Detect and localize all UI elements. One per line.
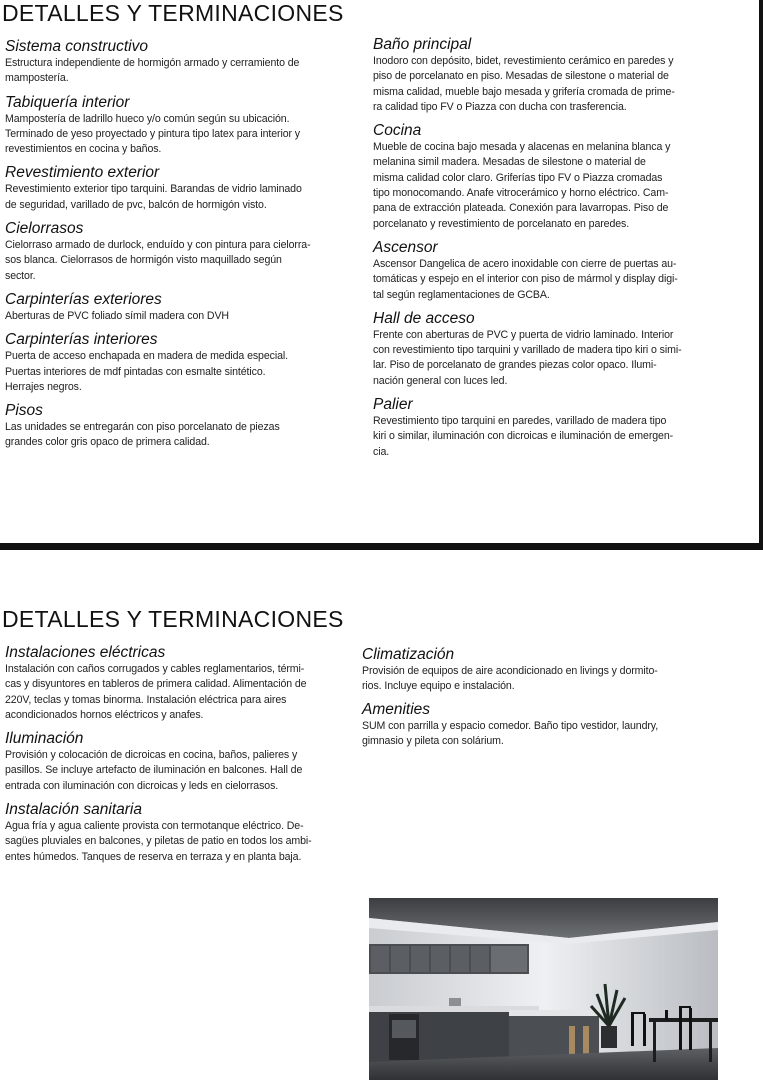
text-line: con revestimiento tipo tarquini y varillado de madera tipo kiri o simi-	[373, 344, 682, 357]
section-heading: Carpinterías exteriores	[5, 290, 162, 308]
section-palier	[373, 396, 718, 460]
section-body	[5, 420, 350, 451]
section-ascensor	[373, 239, 718, 303]
section-heading: Instalación sanitaria	[5, 801, 142, 819]
text-line: Ascensor Dangelica de acero inoxidable con cierre de puertas au-	[373, 257, 677, 270]
text-line: tomáticas y espejo en el interior con piso de mármol y display digi-	[373, 273, 678, 286]
section-instalacion-sanitaria	[5, 801, 350, 865]
text-line: de seguridad, varillado de pvc, balcón de hormigón visto.	[5, 198, 267, 211]
text-line: Puertas interiores de mdf pintadas con esmalte sintético.	[5, 365, 266, 378]
section-body	[5, 748, 350, 794]
text-line: entrada con iluminación con dicroicas y leds en cielorrasos.	[5, 779, 279, 792]
section-heading: Sistema constructivo	[5, 38, 148, 55]
text-line: lar. Piso de porcelanato de grandes piezas color opaco. Ilumi-	[373, 359, 657, 372]
text-line: pana de extracción plateada. Conexión para lavarropas. Piso de	[373, 202, 669, 215]
text-line: acondicionados hornos eléctricos y anafes.	[5, 708, 204, 721]
section-body	[5, 349, 350, 395]
section-body	[362, 664, 707, 695]
text-line: Provisión de equipos de aire acondicionado en livings y dormito-	[362, 665, 658, 677]
section-body	[373, 54, 718, 115]
text-line: Cielorraso armado de durlock, enduído y con pintura para cielorra-	[5, 239, 311, 252]
section-carpinterias-interiores	[5, 331, 350, 395]
section-tabiqueria-interior	[5, 94, 350, 158]
text-line: Revestimiento exterior tipo tarquini. Barandas de vidrio laminado	[5, 183, 302, 196]
section-body	[5, 182, 350, 213]
text-line: revestimientos en cocina y baños.	[5, 143, 162, 156]
text-line: Puerta de acceso enchapada en madera de medida especial.	[5, 350, 288, 363]
section-revestimiento-exterior	[5, 164, 350, 213]
section-body	[5, 662, 350, 723]
text-line: 220V, teclas y tomas binorma. Instalación eléctrica para aires	[5, 693, 287, 706]
section-sistema-constructivo	[5, 38, 350, 87]
section-amenities	[362, 701, 707, 750]
section-heading: Amenities	[362, 700, 431, 718]
section-body	[5, 56, 350, 87]
text-line: Herrajes negros.	[5, 380, 82, 393]
section-body	[5, 238, 350, 284]
section-carpinterias-exteriores	[5, 291, 350, 324]
text-line: misma calidad, mueble bajo mesada y grifería cromada de prime-	[373, 85, 675, 98]
section-heading: Carpinterías interiores	[5, 331, 158, 349]
section-body	[362, 719, 707, 750]
text-line: kiri o similar, iluminación con dicroicas e iluminación de emergen-	[373, 430, 674, 443]
section-cielorrasos	[5, 220, 350, 284]
text-line: Instalación con caños corrugados y cables reglamentarios, térmi-	[5, 663, 305, 675]
text-line: Frente con aberturas de PVC y puerta de vidrio laminado. Interior	[373, 328, 674, 341]
section-heading: Cocina	[373, 122, 422, 140]
page-two	[0, 550, 763, 1080]
text-line: SUM con parrilla y espacio comedor. Baño tipo vestidor, laundry,	[362, 719, 659, 732]
text-line: tipo monocomando. Anafe vitrocerámico y horno eléctrico. Cam-	[373, 187, 669, 200]
text-line: Agua fría y agua caliente provista con termotanque eléctrico. De-	[5, 820, 304, 833]
section-hall-de-acceso	[373, 310, 718, 389]
section-heading: Revestimiento exterior	[5, 164, 160, 182]
text-line: Revestimiento tipo tarquini en paredes, varillado de madera tipo	[373, 415, 667, 428]
section-body	[5, 309, 350, 324]
section-body	[373, 140, 718, 232]
section-heading: Tabiquería interior	[5, 93, 130, 111]
text-line: sos blanca. Cielorrasos de hormigón visto maquillado según	[5, 254, 282, 267]
page-title: DETALLES Y TERMINACIONES	[2, 0, 344, 26]
section-heading: Hall de acceso	[373, 309, 475, 327]
text-line: nación general con luces led.	[373, 374, 508, 387]
section-heading: Instalaciones eléctricas	[5, 644, 166, 661]
section-heading: Pisos	[5, 402, 43, 420]
text-line: melanina simil madera. Mesadas de silestone o material de	[373, 156, 646, 169]
text-line: grandes color gris opaco de primera calidad.	[5, 436, 210, 449]
kitchen-photo	[369, 898, 718, 1080]
page-title: DETALLES Y TERMINACIONES	[2, 606, 344, 632]
section-heading: Iluminación	[5, 730, 84, 748]
text-line: mampostería.	[5, 72, 69, 85]
text-line: piso de porcelanato en piso. Mesadas de silestone o material de	[373, 70, 669, 83]
section-bano-principal	[373, 36, 718, 115]
text-line: Mueble de cocina bajo mesada y alacenas en melanina blanca y	[373, 141, 671, 154]
text-line: misma calidad color claro. Griferías tipo FV o Piazza cromadas	[373, 171, 663, 184]
section-heading: Climatización	[362, 646, 455, 663]
text-line: Inodoro con depósito, bidet, revestimiento cerámico en paredes y	[373, 55, 674, 67]
text-line: Estructura independiente de hormigón armado y cerramiento de	[5, 57, 300, 69]
section-climatizacion	[362, 646, 707, 695]
text-line: cas y disyuntores en tableros de primera calidad. Alimentación de	[5, 678, 307, 691]
text-line: gimnasio y pileta con solárium.	[362, 734, 504, 747]
section-heading: Baño principal	[373, 36, 472, 53]
section-body	[373, 257, 718, 303]
section-instalaciones-electricas	[5, 644, 350, 723]
text-line: porcelanato y revestimiento de porcelanato en paredes.	[373, 217, 630, 230]
text-line: entes húmedos. Tanques de reserva en terraza y en planta baja.	[5, 850, 302, 863]
text-line: pasillos. Se incluye artefacto de iluminación en balcones. Hall de	[5, 764, 303, 777]
section-heading: Palier	[373, 396, 413, 414]
text-line: Las unidades se entregarán con piso porcelanato de piezas	[5, 421, 280, 434]
section-iluminacion	[5, 730, 350, 794]
text-line: rios. Incluye equipo e instalación.	[362, 680, 515, 693]
section-heading: Cielorrasos	[5, 220, 84, 238]
left-column	[5, 644, 350, 865]
text-line: Aberturas de PVC foliado símil madera con DVH	[5, 309, 229, 322]
section-body	[373, 414, 718, 460]
text-line: ra calidad tipo FV o Piazza con ducha con trasferencia.	[373, 100, 627, 113]
section-body	[373, 328, 718, 389]
text-line: sector.	[5, 269, 36, 282]
section-body	[5, 819, 350, 865]
section-pisos	[5, 402, 350, 451]
right-column	[373, 36, 718, 460]
text-line: Provisión y colocación de dicroicas en cocina, baños, palieres y	[5, 749, 298, 762]
section-body	[5, 112, 350, 158]
page-divider	[0, 543, 763, 550]
text-line: sagües pluviales en balcones, y piletas de patio en todos los ambi-	[5, 835, 312, 848]
section-heading: Ascensor	[373, 238, 438, 256]
text-line: tal según reglamentaciones de GCBA.	[373, 288, 550, 301]
left-column	[5, 38, 350, 451]
right-column	[362, 646, 707, 749]
section-cocina	[373, 122, 718, 232]
text-line: cia.	[373, 445, 390, 458]
text-line: Mampostería de ladrillo hueco y/o común según su ubicación.	[5, 112, 290, 125]
text-line: Terminado de yeso proyectado y pintura tipo latex para interior y	[5, 127, 300, 140]
